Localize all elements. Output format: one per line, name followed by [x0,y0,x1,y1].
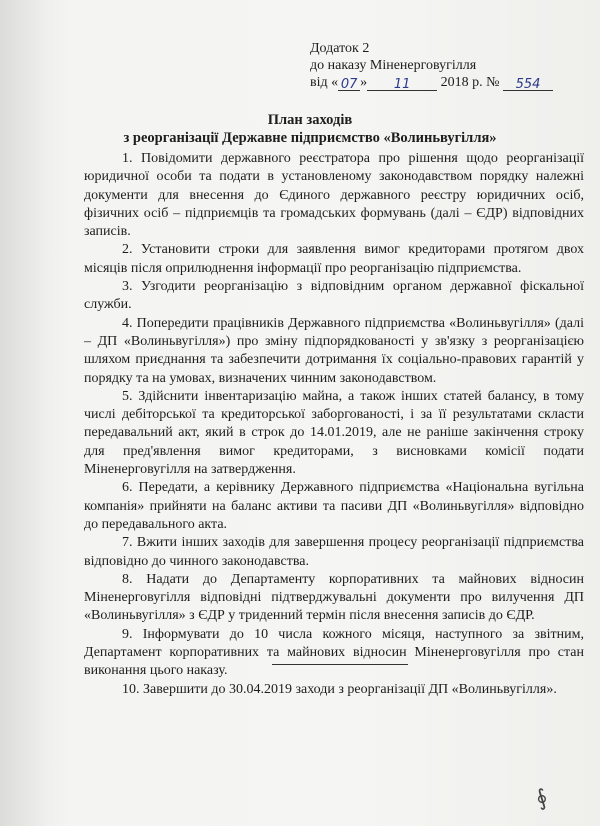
plan-item: 9. Інформувати до 10 числа кожного місяця, наступного за звітним, Департамент корпоративних та майнових відносин Міненерговугілля про стан виконання цього наказу. [84,626,584,679]
addendum-line3 [310,74,553,91]
plan-item: 3. Узгодити реорганізацію з відповідним органом державної фіскальної служби. [84,279,584,313]
handwritten-month: 11 [393,77,411,92]
plan-item: 7. Вжити інших заходів для завершення процесу реорганізації підприємства відповідно до чинного законодавства. [84,535,584,569]
plan-item: 2. Установити строки для заявлення вимог кредиторами протягом двох місяців після оприлюднення інформації про реорганізацію підприємства. [84,242,584,276]
scan-shadow [0,0,70,826]
plan-subtitle: з реорганізації Державне підприємство «Волиньвугілля» [123,130,497,146]
addendum-line1: Додаток 2 [310,41,370,56]
closing-line [272,664,408,665]
plan-item: 10. Завершити до 30.04.2019 заходи з реорганізації ДП «Волиньвугілля». [122,681,557,697]
plan-item: 8. Надати до Департаменту корпоративних та майнових відносин Міненерговугілля відповідні підтверджувальні документи про вилучення ДП «Волиньвугілля» з ЄДР у триденний термін після внесення записів до ЄДР. [84,571,584,624]
date-quote-close: » [360,75,368,90]
addendum-line2: до наказу Міненерговугілля [310,58,477,73]
plan-item: 5. Здійснити інвентаризацію майна, а також інших статей балансу, в тому числі дебіторської та кредиторської заборгованості, і за її результатами скласти передавальний акт, який в строк до 14.01.2019, але не раніше закінчення строку для пред'явлення вимог кредиторами, з висновками комісії подати Міненерговугілля на затвердження. [84,388,584,478]
handwritten-day: 07 [340,77,358,92]
addendum-header [310,40,553,91]
date-prefix: від « [310,75,339,90]
plan-body [84,150,584,699]
plan-item: 4. Попередити працівників Державного підприємства «Волиньвугілля» (далі – ДП «Волиньвугілля») про зміну підпорядкованості у зв'язку з реорганізацією шляхом приєднання та забезпечити дотримання їх соціально-правових гарантій у порядку та на умовах, визначених чинним законодавством. [84,315,584,386]
handwritten-mark-icon: ∮ [532,784,552,813]
year-text: 2018 р. № [440,75,500,90]
plan-item: 6. Передати, а керівнику Державного підприємства «Національна вугільна компанія» прийняти на баланс активи та пасиви ДП «Волиньвугілля» відповідно до передавального акта. [84,480,584,532]
plan-title: План заходів [267,112,353,128]
handwritten-number: 554 [515,77,541,92]
plan-item: 1. Повідомити державного реєстратора про рішення щодо реорганізації юридичної особи та подати в установленому законодавством порядку належні документи для внесення до Єдиного державного реєстру юридичних осіб, фізичних осіб – підприємців та громадських формувань (далі – ЄДР) відповідних записів. [84,151,584,240]
